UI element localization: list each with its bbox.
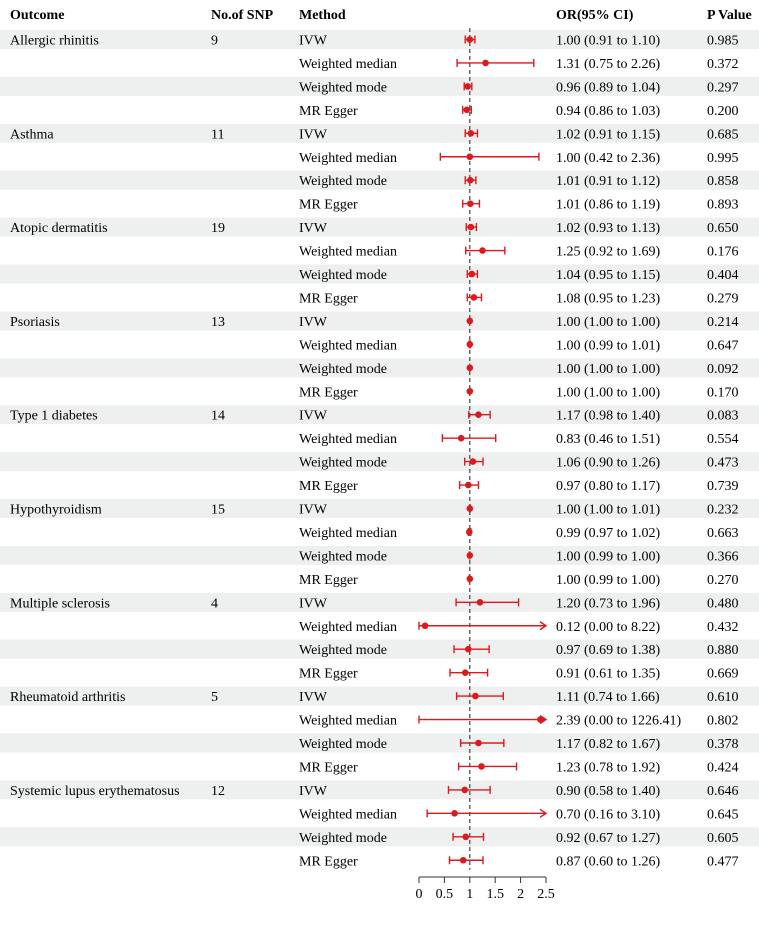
method-label: MR Egger [299, 572, 358, 588]
header-outcome: Outcome [10, 8, 65, 23]
p-value: 0.605 [707, 830, 739, 846]
header-or: OR(95% CI) [556, 8, 634, 23]
method-label: IVW [299, 33, 327, 49]
x-tick-label: 1 [466, 887, 474, 902]
method-label: IVW [299, 314, 327, 330]
or-ci-label: 1.00 (0.42 to 2.36) [556, 150, 661, 166]
point-estimate [462, 834, 469, 841]
or-ci-label: 1.00 (1.00 to 1.00) [556, 385, 661, 401]
point-estimate [465, 482, 472, 489]
point-estimate [478, 763, 485, 770]
nsnp-value: 19 [211, 221, 225, 237]
p-value: 0.200 [707, 103, 739, 119]
nsnp-value: 15 [211, 502, 225, 518]
p-value: 0.663 [707, 525, 739, 541]
or-ci-label: 1.00 (1.00 to 1.01) [556, 502, 661, 518]
p-value: 0.802 [707, 713, 739, 729]
method-label: IVW [299, 690, 327, 706]
point-estimate [467, 318, 474, 325]
nsnp-value: 5 [211, 690, 218, 706]
method-label: MR Egger [299, 760, 358, 776]
p-value: 0.858 [707, 174, 739, 190]
point-estimate [460, 857, 467, 864]
or-ci-label: 0.87 (0.60 to 1.26) [556, 854, 661, 870]
p-value: 0.669 [707, 666, 739, 682]
p-value: 0.176 [707, 244, 739, 260]
or-ci-label: 0.91 (0.61 to 1.35) [556, 666, 661, 682]
method-label: Weighted mode [299, 737, 387, 752]
point-estimate [482, 60, 489, 67]
method-label: IVW [299, 127, 327, 143]
header-p: P Value [707, 8, 752, 23]
or-ci-label: 0.70 (0.16 to 3.10) [556, 807, 661, 823]
point-estimate [451, 810, 458, 817]
p-value: 0.473 [707, 455, 739, 471]
p-value: 0.270 [707, 572, 739, 588]
point-estimate [477, 599, 484, 606]
method-label: Weighted median [299, 619, 398, 635]
or-ci-label: 1.00 (0.99 to 1.00) [556, 549, 661, 565]
or-ci-label: 1.02 (0.93 to 1.13) [556, 221, 661, 237]
method-label: Weighted mode [299, 361, 387, 377]
method-label: MR Egger [299, 103, 358, 119]
method-label: Weighted mode [299, 549, 387, 565]
or-ci-label: 0.12 (0.00 to 8.22) [556, 619, 661, 635]
or-ci-label: 1.17 (0.82 to 1.67) [556, 737, 661, 752]
point-estimate [463, 107, 470, 114]
nsnp-value: 12 [211, 783, 225, 799]
header-nsnp: No.of SNP [211, 8, 274, 23]
header-row [10, 8, 752, 23]
p-value: 0.232 [707, 502, 739, 518]
outcome-label: Atopic dermatitis [10, 221, 108, 237]
p-value: 0.404 [707, 268, 739, 283]
method-label: MR Egger [299, 385, 358, 401]
or-ci-label: 1.17 (0.98 to 1.40) [556, 408, 661, 424]
point-estimate [467, 341, 474, 348]
outcome-label: Multiple sclerosis [10, 596, 110, 612]
point-estimate [479, 247, 486, 254]
x-axis [416, 877, 555, 902]
p-value: 0.279 [707, 291, 739, 307]
point-estimate [458, 435, 465, 442]
point-estimate [466, 529, 473, 536]
p-value: 0.424 [707, 760, 739, 776]
method-label: Weighted mode [299, 830, 387, 846]
point-estimate [467, 505, 474, 512]
method-label: MR Egger [299, 479, 358, 495]
header-method: Method [299, 8, 346, 23]
method-label: Weighted mode [299, 455, 387, 471]
or-ci-label: 0.99 (0.97 to 1.02) [556, 525, 661, 541]
p-value: 0.477 [707, 854, 739, 870]
method-label: Weighted median [299, 432, 398, 448]
p-value: 0.893 [707, 197, 739, 213]
point-estimate [465, 646, 472, 653]
nsnp-value: 9 [211, 33, 218, 49]
p-value: 0.645 [707, 807, 739, 823]
p-value: 0.170 [707, 385, 739, 401]
nsnp-value: 13 [211, 314, 225, 330]
or-ci-label: 0.90 (0.58 to 1.40) [556, 783, 661, 799]
point-estimate [464, 83, 471, 90]
point-estimate [472, 693, 479, 700]
outcome-label: Psoriasis [10, 314, 60, 330]
method-label: MR Egger [299, 854, 358, 870]
point-estimate [467, 200, 474, 207]
method-label: IVW [299, 596, 327, 612]
p-value: 0.650 [707, 221, 739, 237]
method-label: IVW [299, 502, 327, 518]
or-ci-label: 1.00 (1.00 to 1.00) [556, 361, 661, 377]
method-label: IVW [299, 408, 327, 424]
outcome-label: Allergic rhinitis [10, 33, 99, 49]
or-ci-label: 1.00 (0.99 to 1.00) [556, 572, 661, 588]
or-ci-label: 1.06 (0.90 to 1.26) [556, 455, 661, 471]
point-estimate [471, 294, 478, 301]
or-ci-label: 1.04 (0.95 to 1.15) [556, 268, 661, 283]
method-label: Weighted mode [299, 268, 387, 283]
p-value: 0.366 [707, 549, 739, 565]
point-estimate [470, 458, 477, 465]
outcome-label: Rheumatoid arthritis [10, 690, 126, 706]
method-label: MR Egger [299, 666, 358, 682]
method-label: MR Egger [299, 291, 358, 307]
p-value: 0.372 [707, 56, 739, 72]
outcome-label: Systemic lupus erythematosus [10, 783, 180, 799]
p-value: 0.297 [707, 80, 739, 96]
p-value: 0.880 [707, 643, 739, 659]
x-tick-label: 2.5 [537, 887, 555, 902]
point-estimate [461, 787, 468, 794]
outcome-label: Type 1 diabetes [10, 408, 98, 424]
method-label: IVW [299, 783, 327, 799]
or-ci-label: 0.97 (0.80 to 1.17) [556, 479, 661, 495]
or-ci-label: 1.20 (0.73 to 1.96) [556, 596, 661, 612]
or-ci-label: 2.39 (0.00 to 1226.41) [556, 713, 682, 729]
p-value: 0.610 [707, 690, 739, 706]
or-ci-label: 0.97 (0.69 to 1.38) [556, 643, 661, 659]
p-value: 0.378 [707, 737, 739, 752]
outcome-label: Hypothyroidism [10, 502, 102, 518]
or-ci-label: 0.83 (0.46 to 1.51) [556, 432, 661, 448]
method-label: Weighted mode [299, 80, 387, 96]
method-label: Weighted median [299, 244, 398, 260]
point-estimate [467, 576, 474, 583]
point-estimate [468, 224, 475, 231]
p-value: 0.083 [707, 408, 739, 424]
point-estimate [467, 36, 474, 43]
point-estimate [467, 552, 474, 559]
p-value: 0.554 [707, 432, 739, 448]
method-label: Weighted median [299, 807, 398, 823]
nsnp-value: 4 [211, 596, 218, 612]
or-ci-label: 1.31 (0.75 to 2.26) [556, 56, 661, 72]
point-estimate [467, 177, 474, 184]
or-ci-label: 0.92 (0.67 to 1.27) [556, 830, 661, 846]
point-estimate [467, 388, 474, 395]
point-estimate [475, 740, 482, 747]
or-ci-label: 1.01 (0.86 to 1.19) [556, 197, 661, 213]
point-estimate [422, 622, 429, 629]
or-ci-label: 1.00 (0.91 to 1.10) [556, 33, 661, 49]
point-estimate [475, 411, 482, 418]
x-tick-label: 0.5 [435, 887, 454, 902]
or-ci-label: 1.01 (0.91 to 1.12) [556, 174, 661, 190]
or-ci-label: 1.11 (0.74 to 1.66) [556, 690, 660, 706]
p-value: 0.432 [707, 619, 739, 635]
method-label: Weighted mode [299, 174, 387, 190]
or-ci-label: 0.96 (0.89 to 1.04) [556, 80, 661, 96]
outcome-label: Asthma [10, 127, 54, 143]
method-label: MR Egger [299, 197, 358, 213]
point-estimate [467, 365, 474, 372]
point-estimate [537, 716, 544, 723]
or-ci-label: 1.25 (0.92 to 1.69) [556, 244, 661, 260]
nsnp-value: 14 [211, 408, 225, 424]
or-ci-label: 1.08 (0.95 to 1.23) [556, 291, 661, 307]
p-value: 0.739 [707, 479, 739, 495]
p-value: 0.480 [707, 596, 739, 612]
method-label: IVW [299, 221, 327, 237]
point-estimate [468, 130, 475, 137]
method-label: Weighted median [299, 525, 398, 541]
x-tick-label: 0 [415, 887, 423, 902]
p-value: 0.995 [707, 150, 739, 166]
p-value: 0.685 [707, 127, 739, 143]
p-value: 0.647 [707, 338, 739, 354]
p-value: 0.646 [707, 783, 739, 799]
or-ci-label: 1.23 (0.78 to 1.92) [556, 760, 661, 776]
or-ci-label: 1.00 (0.99 to 1.01) [556, 338, 661, 354]
method-label: Weighted median [299, 713, 398, 729]
or-ci-label: 0.94 (0.86 to 1.03) [556, 103, 661, 119]
p-value: 0.092 [707, 361, 739, 377]
or-ci-label: 1.02 (0.91 to 1.15) [556, 127, 661, 143]
method-label: Weighted median [299, 338, 398, 354]
point-estimate [467, 153, 474, 160]
or-ci-label: 1.00 (1.00 to 1.00) [556, 314, 661, 330]
point-estimate [462, 669, 469, 676]
method-label: Weighted mode [299, 643, 387, 659]
x-tick-label: 1.5 [486, 887, 504, 902]
method-label: Weighted median [299, 150, 398, 166]
method-label: Weighted median [299, 56, 398, 72]
point-estimate [469, 271, 476, 278]
p-value: 0.214 [707, 314, 739, 330]
x-tick-label: 2 [517, 887, 525, 902]
p-value: 0.985 [707, 33, 739, 49]
nsnp-value: 11 [211, 127, 225, 143]
